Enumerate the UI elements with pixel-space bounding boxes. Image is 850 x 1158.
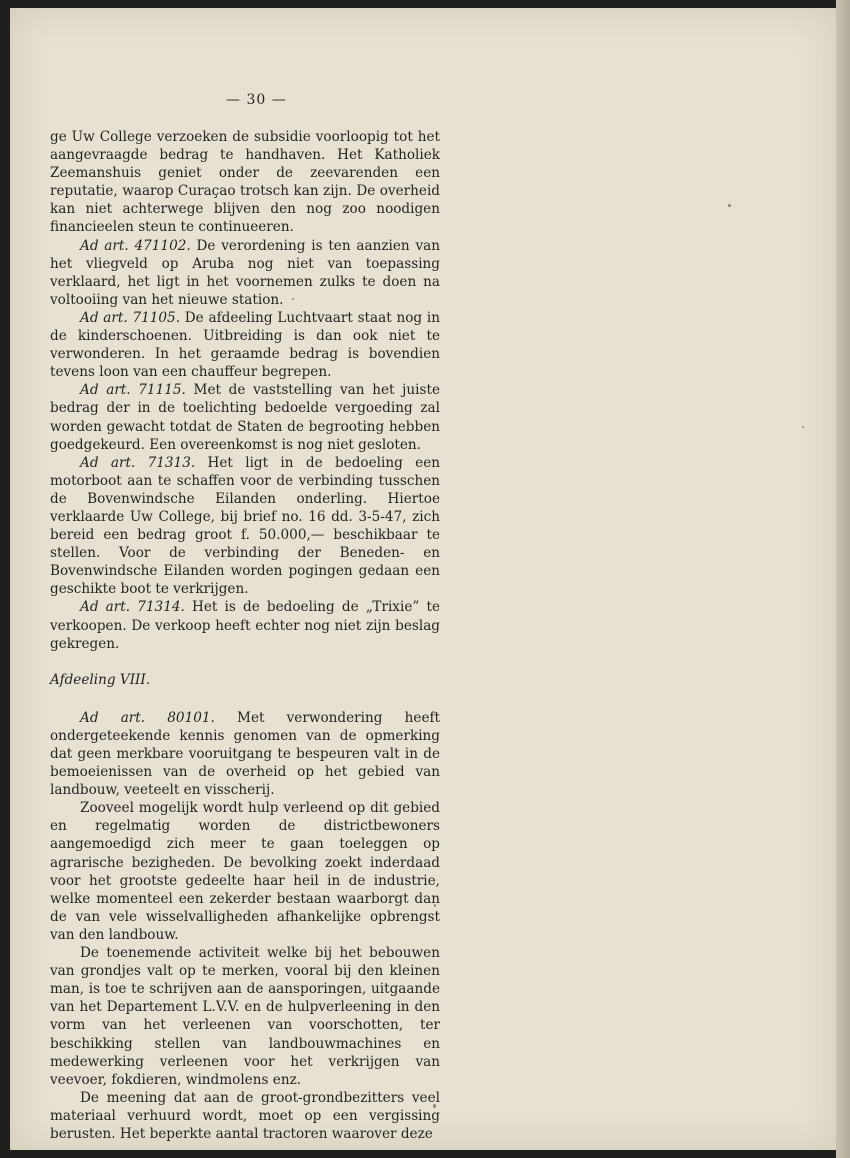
paper-speck [728, 204, 731, 207]
article-ref: Ad art. 71314. [80, 599, 185, 616]
page-edge [836, 0, 850, 1158]
paragraph: Ad art. 71313. Het ligt in de bedoeling een motorboot aan te schaffen voor de verbinding tusschen de Bovenwindsche Eilanden onderling. Hiertoe verklaarde Uw College, bij brief no. 16 dd. 3-5-47, zich bereid een bedrag groot f. 50.000,— beschikbaar te stellen. Voor de verbinding der Beneden- en Bovenwindsche Eilanden worden pogingen gedaan een geschikte boot te verkrijgen. [50, 454, 440, 598]
paragraph: De toenemende activiteit welke bij het bebouwen van grondjes valt op te merken, vooral bij den kleinen man, is toe te schrijven aan de aansporingen, uitgaande van het Departement L.V.V. en de hulpverleening in den vorm van het verleenen van voorschotten, ter beschikking stellen van landbouwmachines en medewerking verleenen voor het verkrijgen van veevoer, fokdieren, windmolens enz. [50, 945, 440, 1088]
paragraph: Ad art. 71115. Met de vaststelling van het juiste bedrag der in de toelichting bedoelde vergoeding zal worden gewacht totdat de Staten de begrooting hebben goedgekeurd. Een overeenkomst is nog niet gesloten. [50, 382, 440, 453]
document-body [50, 92, 440, 1143]
paragraph: Ad art. 80101. Met verwondering heeft ondergeteekende kennis genomen van de opmerking dat geen merkbare vooruitgang te bespeuren valt in de bemoeienissen van de overheid op het gebied van landbouw, veeteelt en visscherij. [50, 709, 440, 799]
article-ref: Ad art. 80101. [80, 709, 215, 726]
paragraph: ge Uw College verzoeken de subsidie voorloopig tot het aangevraagde bedrag te handhaven. Het Katholiek Zeemanshuis geniet onder de zeevarenden een reputatie, waarop Curaçao trotsch kan zijn. De overheid kan niet achterwege blijven den nog zoo noodigen financieelen steun te continueeren. [50, 129, 440, 236]
article-ref: Ad art. 71115. [80, 382, 186, 399]
paragraph: Ad art. 71105. De afdeeling Luchtvaart staat nog in de kinderschoenen. Uitbreiding is dan ook niet te verwonderen. In het geraamde bedrag is bovendien tevens loon van een chauffeur begrepen. [50, 309, 440, 381]
page-number: — 30 — [226, 92, 287, 108]
paragraph: Zooveel mogelijk wordt hulp verleend op dit gebied en regelmatig worden de districtbewoners aangemoedigd zich meer te gaan toeleggen op agrarische bezigheden. De bevolking zoekt inderdaad voor het grootste gedeelte haar heil in de industrie, welke momenteel een zekerder bestaan waarborgt dan de van vele wisselvalligheden afhankelijke opbrengst van den landbouw. [50, 800, 440, 943]
article-ref: Ad art. 471102. [80, 237, 191, 254]
article-ref: Ad art. 71105. [80, 309, 181, 326]
paragraph: De meening dat aan de groot-grondbezitters veel materiaal verhuurd wordt, moet op een vergissing berusten. Het beperkte aantal tractoren waarover deze [50, 1089, 440, 1142]
paper-speck [802, 426, 804, 428]
paragraph: Ad art. 471102. De verordening is ten aanzien van het vliegveld op Aruba nog niet van toepassing verklaard, het ligt in het voornemen zulks te doen na voltooiing van het nieuwe station. [50, 237, 440, 308]
paragraph: Ad art. 71314. Het is de bedoeling de „Trixie” te verkoopen. De verkoop heeft echter nog niet zijn beslag gekregen. [50, 599, 440, 652]
section-heading: Afdeeling VIII. [50, 671, 151, 688]
article-ref: Ad art. 71313. [80, 454, 196, 471]
